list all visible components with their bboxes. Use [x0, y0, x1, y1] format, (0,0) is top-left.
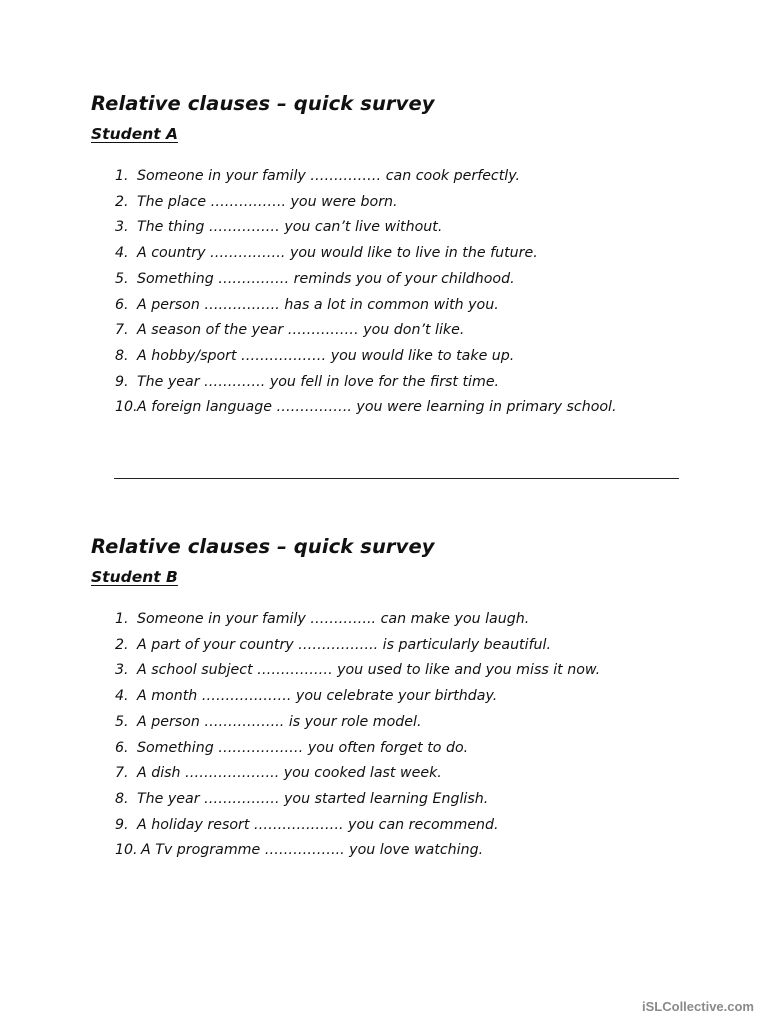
item-number: 4. — [115, 688, 129, 705]
item-text: A person …………….. is your role model. — [137, 713, 422, 730]
item-number: 4. — [115, 245, 129, 262]
list-item — [91, 370, 691, 396]
list-item — [91, 658, 691, 684]
section-divider — [114, 478, 679, 479]
item-text: A dish ……………….. you cooked last week. — [137, 765, 442, 782]
survey-section-student-b — [91, 533, 691, 864]
item-number: 3. — [115, 662, 129, 679]
item-text: A holiday resort ………………. you can recommend. — [137, 816, 499, 833]
item-number: 5. — [115, 713, 129, 730]
list-item — [91, 241, 691, 267]
item-number: 7. — [115, 765, 129, 782]
item-number: 6. — [115, 739, 129, 756]
item-text: Someone in your family …………… can cook perfectly. — [137, 168, 521, 184]
list-item — [91, 838, 691, 864]
item-text: A foreign language ……………. you were learning in primary school. — [137, 399, 617, 416]
student-label: Student A — [91, 125, 179, 143]
list-item — [91, 267, 691, 293]
item-text: A month ………………. you celebrate your birthday. — [137, 688, 498, 705]
item-number: 6. — [115, 296, 129, 313]
item-number: 1. — [115, 168, 129, 184]
item-number: 9. — [115, 373, 129, 390]
item-number: 10. — [115, 842, 138, 859]
list-item — [91, 787, 691, 813]
item-text: The thing …………… you can’t live without. — [137, 219, 443, 236]
list-item — [91, 164, 691, 190]
list-item — [91, 761, 691, 787]
student-label: Student B — [91, 568, 178, 586]
list-item — [91, 736, 691, 762]
list-item — [91, 710, 691, 736]
item-text: A season of the year …………… you don’t like. — [137, 322, 465, 339]
item-text: Something ……………… you often forget to do. — [137, 739, 469, 756]
item-text: Something …………… reminds you of your childhood. — [137, 270, 515, 287]
item-text: A Tv programme …………….. you love watching. — [141, 842, 484, 859]
list-item — [91, 344, 691, 370]
site-watermark: iSLCollective.com — [642, 999, 754, 1014]
item-text: Someone in your family ………….. can make you laugh. — [137, 611, 530, 627]
item-number: 7. — [115, 322, 129, 339]
item-number: 1. — [115, 611, 129, 627]
item-number: 8. — [115, 790, 129, 807]
item-number: 10. — [115, 399, 138, 416]
item-text: A part of your country …………….. is particularly beautiful. — [137, 636, 552, 653]
list-item — [91, 318, 691, 344]
list-item — [91, 684, 691, 710]
item-text: A school subject ……………. you used to like and you miss it now. — [137, 662, 601, 679]
question-list — [91, 164, 691, 421]
section-title: Relative clauses – quick survey — [91, 535, 435, 558]
item-text: The place ……………. you were born. — [137, 193, 398, 210]
item-text: A person ……………. has a lot in common with you. — [137, 296, 499, 313]
list-item — [91, 813, 691, 839]
list-item — [91, 190, 691, 216]
question-list — [91, 607, 691, 864]
item-number: 2. — [115, 193, 129, 210]
list-item — [91, 633, 691, 659]
item-text: The year ……………. you started learning English. — [137, 790, 489, 807]
item-number: 5. — [115, 270, 129, 287]
item-text: A country ……………. you would like to live in the future. — [137, 245, 538, 262]
list-item — [91, 607, 691, 633]
item-text: The year …………. you fell in love for the first time. — [137, 373, 500, 390]
item-text: A hobby/sport ……………… you would like to take up. — [137, 347, 515, 364]
list-item — [91, 293, 691, 319]
item-number: 2. — [115, 636, 129, 653]
item-number: 3. — [115, 219, 129, 236]
survey-section-student-a — [91, 90, 691, 421]
list-item — [91, 395, 691, 421]
list-item — [91, 215, 691, 241]
section-title: Relative clauses – quick survey — [91, 92, 435, 115]
item-number: 8. — [115, 347, 129, 364]
item-number: 9. — [115, 816, 129, 833]
